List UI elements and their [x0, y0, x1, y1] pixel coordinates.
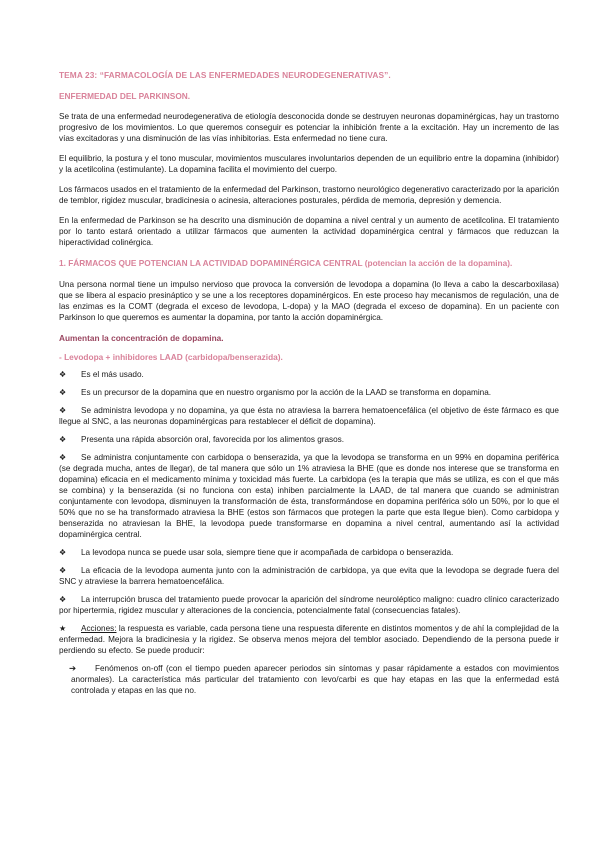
list-item-text: Es un precursor de la dopamina que en nuestro organismo por la acción de la LAAD se transforma en dopamina. — [81, 387, 492, 397]
list-item-text: La eficacia de la levodopa aumenta junto con la administración de carbidopa, ya que evita que la levodopa se degrade fuera del SNC y atraviese la barrera hematoencefálica. — [59, 565, 559, 586]
section-heading: 1. FÁRMACOS QUE POTENCIAN LA ACTIVIDAD DOPAMINÉRGICA CENTRAL (potencian la acción de la dopamina). — [59, 258, 513, 268]
arrow-item-text: Fenómenos on-off (con el tiempo pueden aparecer periodos sin síntomas y pasar rápidamente a estados con movimientos anormales). La característica más particular del tratamiento con levo/carbi es que hay etapas en las que la enfermedad está controlada y etapas en las que no. — [71, 663, 559, 695]
star-icon: ★ — [59, 623, 67, 633]
paragraph: El equilibrio, la postura y el tono muscular, movimientos musculares involuntarios dependen de un equilibrio entre la dopamina (inhibidor) y la acetilcolina (estimulante). La dopamina facilita el movimiento del cuerpo. — [59, 154, 559, 174]
paragraph: Los fármacos usados en el tratamiento de la enfermedad del Parkinson, trastorno neurológico degenerativo caracterizado por la aparición de temblor, rigidez muscular, bradicinesia o acinesia, alteraciones posturales, pérdida de memoria, depresión y demencia. — [59, 185, 559, 205]
bullet-diamond-icon: ❖ — [59, 387, 67, 397]
list-item-text: La interrupción brusca del tratamiento puede provocar la aparición del síndrome neuroléptico maligno: cuadro clínico caracterizado por hipertermia, rigidez muscular y alteraciones de la conciencia, potencialmente fatal (consecuencias fatales). — [59, 594, 559, 615]
list-item — [59, 547, 559, 558]
bullet-diamond-icon: ❖ — [59, 405, 67, 415]
bullet-diamond-icon: ❖ — [59, 594, 67, 604]
list-item-text: Es el más usado. — [81, 369, 144, 379]
list-item — [59, 405, 559, 427]
arrow-right-icon: ➔ — [69, 662, 77, 673]
subheading: - Levodopa + inhibidores LAAD (carbidopa/benserazida). — [59, 351, 283, 362]
paragraph: Se trata de una enfermedad neurodegenerativa de etiología desconocida donde se destruyen neuronas dopaminérgicas, hay un trastorno progresivo de los movimientos. Lo que queremos conseguir es potenciar la inhibición frente a la excitación. Hay un incremento de las vías excitadoras y una disminución de las vías inhibitorias. Esta enfermedad no tiene cura. — [59, 112, 559, 143]
list-item — [59, 434, 559, 445]
document-page — [59, 70, 559, 696]
bullet-diamond-icon: ❖ — [59, 547, 67, 557]
arrow-item — [59, 663, 559, 696]
list-item — [59, 387, 559, 398]
list-item-text: Se administra conjuntamente con carbidopa o benserazida, ya que la levodopa se transforma en un 99% en dopamina periférica (se degrada mucha, antes de llegar), de tal manera que sólo un 1% atraviesa la BHE (que es donde nos interese que se transforma en dopamina) eficacia en el medicamento mínima y toxicidad más fuerte. La carbidopa (es la terapia que más se utiliza, es con el que más se combina) y la benserazida (si no funciona con esta) inhiben parcialmente la LAAD, de tal manera que cuando se administran conjuntamente con levodopa, disminuyen la transformación de ésta, transformándose en dopamina periférica sólo un 50%, por lo que el 50% que no se ha transformado atraviesa la BHE (estos son fármacos que protegen la parte que esta llegue bien). Como carbidopa y benserazida no atraviesan la BHE, la levodopa puede transformarse en dopamina a nivel central, aumentando así la actividad dopaminérgica central. — [59, 452, 559, 539]
document-title: TEMA 23: “FARMACOLOGÍA DE LAS ENFERMEDADES NEURODEGENERATIVAS”. — [59, 70, 391, 80]
bullet-diamond-icon: ❖ — [59, 434, 67, 444]
bullet-diamond-icon: ❖ — [59, 369, 67, 379]
dark-heading: Aumentan la concentración de dopamina. — [59, 332, 224, 343]
list-item — [59, 369, 559, 380]
paragraph: Una persona normal tiene un impulso nervioso que provoca la conversión de levodopa a dopamina (lo lleva a cabo la descarboxilasa) que se libera al espacio presináptico y se une a los receptores dopaminérgicos. En este proceso hay mecanismos de regulación, una de las enzimas es la COMT (degrada el exceso de levodopa, L-dopa) y la MAO (degrada el exceso de dopamina). En un paciente con Parkinson lo que queremos es aumentar la dopamina, por tanto la acción dopaminérgica. — [59, 279, 559, 322]
star-text: la respuesta es variable, cada persona tiene una respuesta diferente en distintos momentos y de ahí la complejidad de la enfermedad. Mejora la bradicinesia y la rigidez. Se observa menos mejora del temblor asociado. Dependiendo de la persona puede ir perdiendo su efecto. Se puede producir: — [59, 623, 559, 655]
list-item — [59, 594, 559, 616]
paragraph: En la enfermedad de Parkinson se ha descrito una disminución de dopamina a nivel central y un aumento de acetilcolina. El tratamiento por lo tanto estará orientado a utilizar fármacos que aumenten la actividad dopaminérgica central y fármacos que reduzcan la hiperactividad colinérgica. — [59, 216, 559, 247]
list-item — [59, 452, 559, 540]
list-item-text: La levodopa nunca se puede usar sola, siempre tiene que ir acompañada de carbidopa o benserazida. — [81, 547, 454, 557]
document-subtitle: ENFERMEDAD DEL PARKINSON. — [59, 91, 191, 101]
list-item-text: Se administra levodopa y no dopamina, ya que ésta no atraviesa la barrera hematoencefálica (el objetivo de éste fármaco es que llegue al SNC, a las neuronas dopaminérgicas para restablecer el déficit de dopamina). — [59, 405, 559, 426]
bullet-diamond-icon: ❖ — [59, 565, 67, 575]
star-label: Acciones: — [81, 623, 117, 633]
list-item-text: Presenta una rápida absorción oral, favorecida por los alimentos grasos. — [81, 434, 345, 444]
bullet-diamond-icon: ❖ — [59, 452, 67, 462]
star-item — [59, 623, 559, 656]
list-item — [59, 565, 559, 587]
